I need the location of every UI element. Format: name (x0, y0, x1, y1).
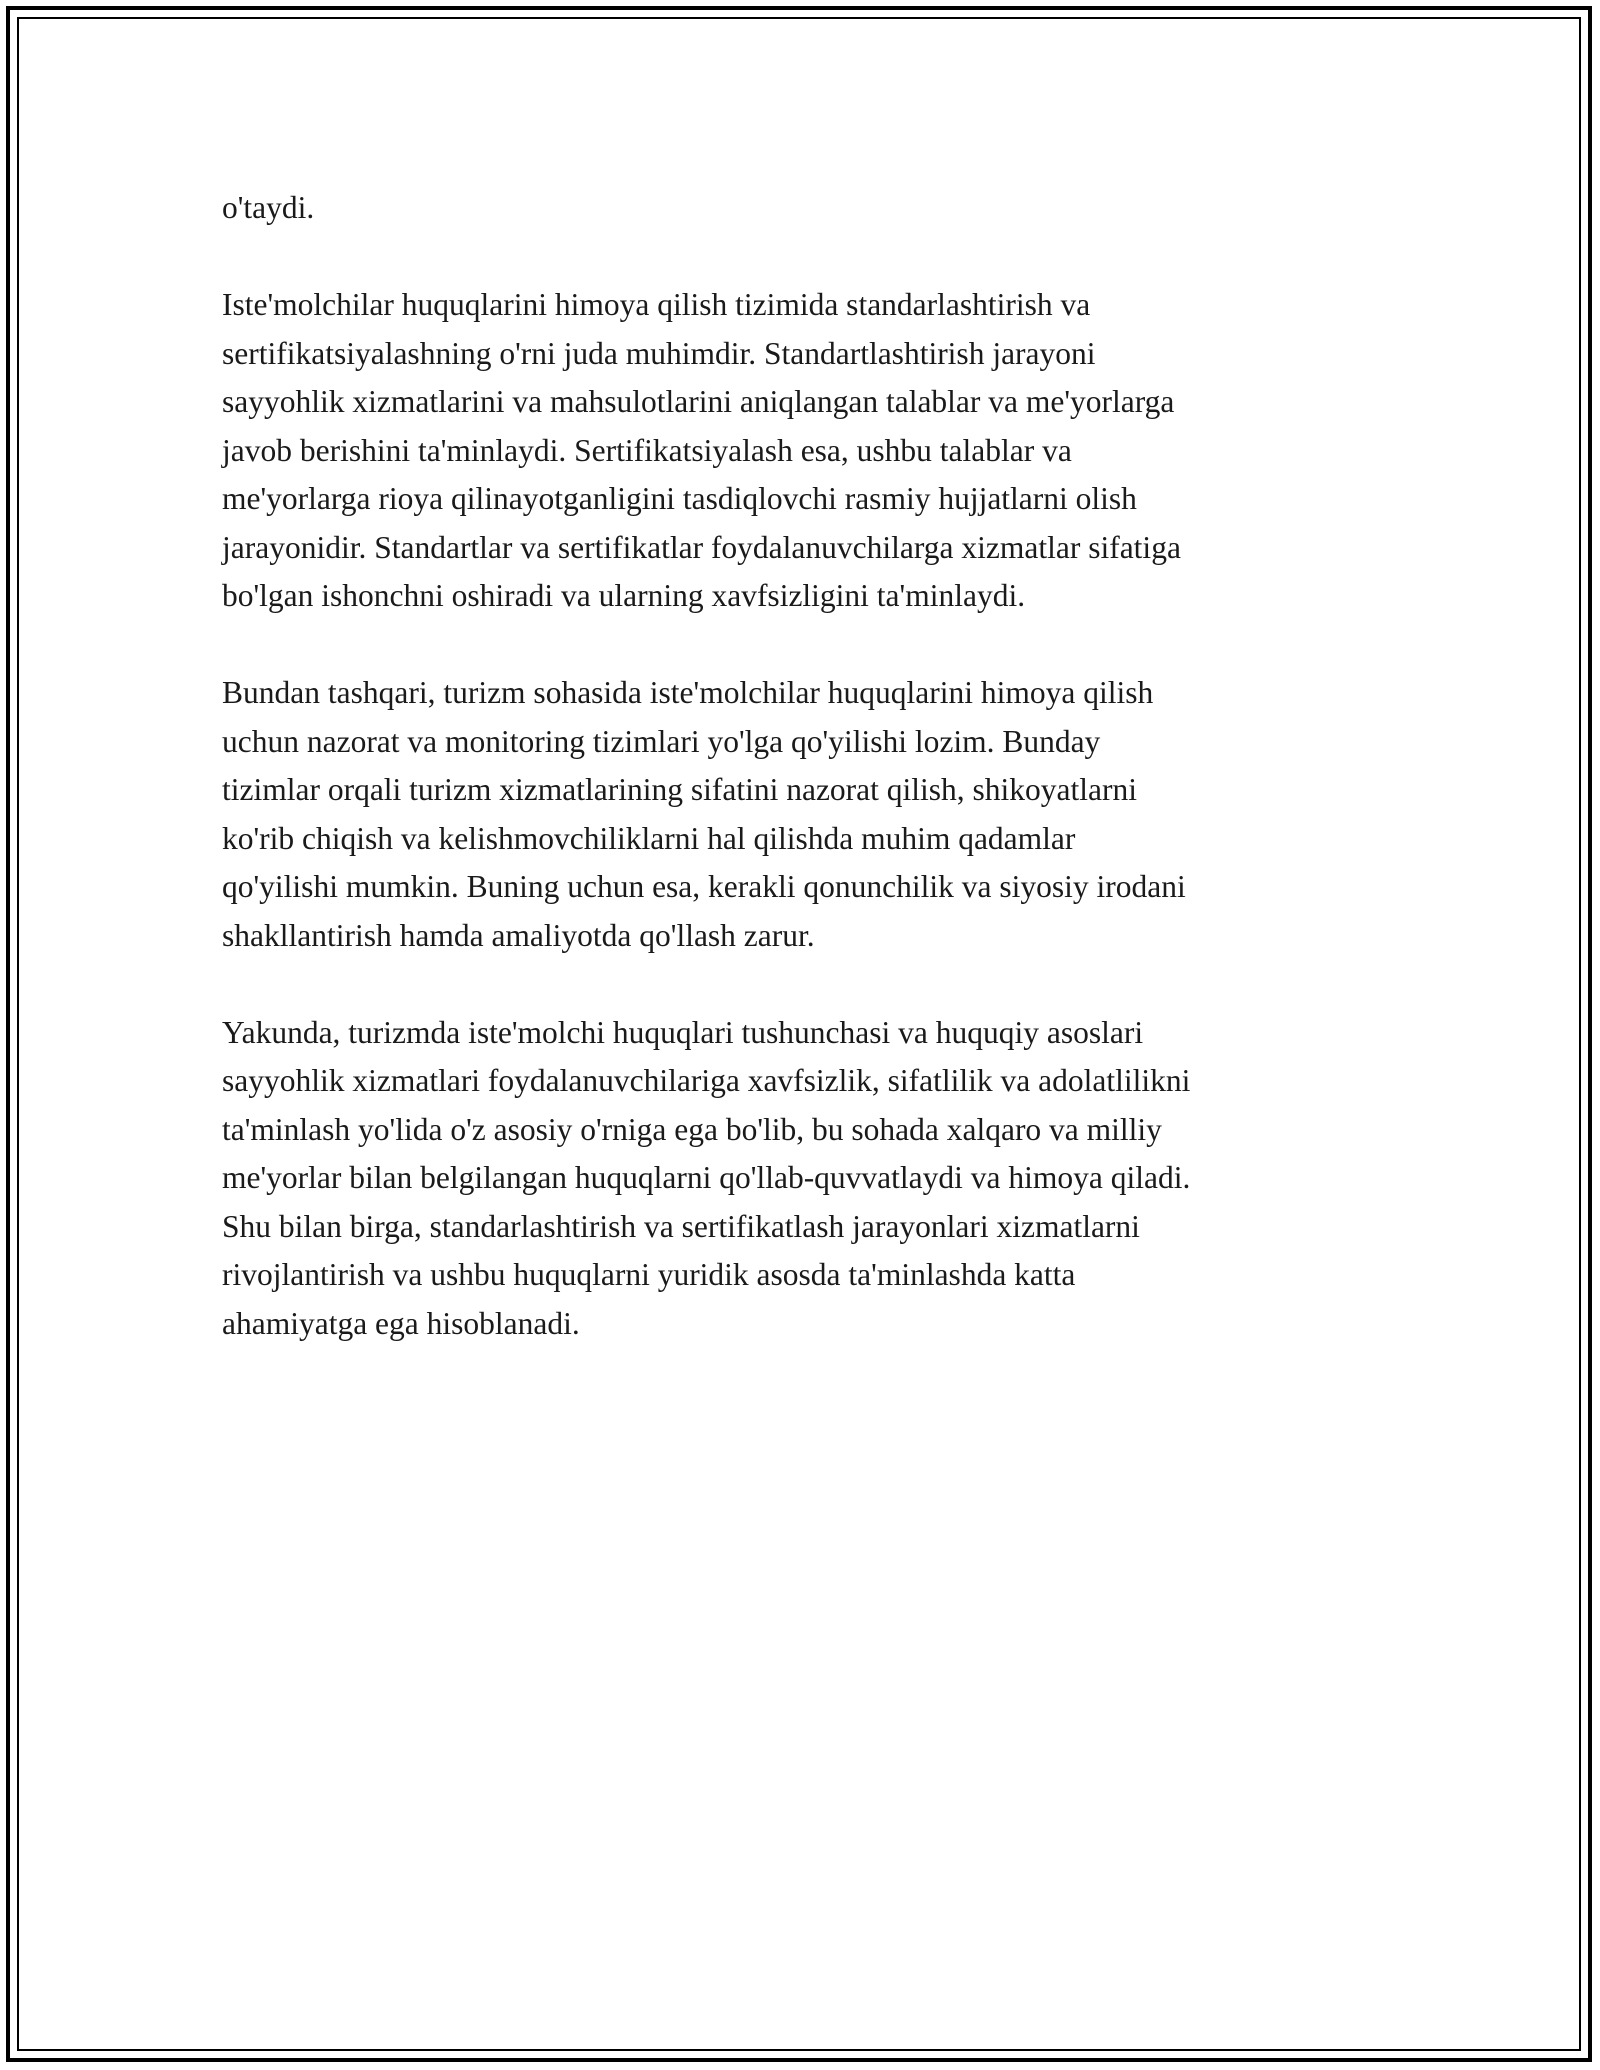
paragraph-standardization (222, 281, 1392, 621)
text-line: sayyohlik xizmatlarini va mahsulotlarini aniqlangan talablar va me'yorlarga (222, 384, 1175, 419)
text-line: me'yorlarga rioya qilinayotganligini tasdiqlovchi rasmiy hujjatlarni olish (222, 481, 1137, 516)
text-line: Iste'molchilar huquqlarini himoya qilish tizimida standarlashtirish va (222, 287, 1091, 322)
text-line: ko'rib chiqish va kelishmovchiliklarni hal qilishda muhim qadamlar (222, 820, 1076, 856)
text-line: bo'lgan ishonchni oshiradi va ularning xavfsizligini ta'minlaydi. (222, 578, 1026, 613)
text-line: qo'yilishi mumkin. Buning uchun esa, kerakli qonunchilik va siyosiy irodani (222, 869, 1186, 904)
paragraph-monitoring (222, 669, 1392, 960)
text-line: Shu bilan birga, standarlashtirish va sertifikatlash jarayonlari xizmatlarni (222, 1208, 1140, 1244)
text-line: sayyohlik xizmatlari foydalanuvchilariga xavfsizlik, sifatlilik va adolatlilikni (222, 1063, 1191, 1098)
text-line: o'taydi. (222, 190, 315, 225)
text-line: ahamiyatga ega hisoblanadi. (222, 1305, 580, 1341)
text-line: Bundan tashqari, turizm sohasida iste'molchilar huquqlarini himoya qilish (222, 675, 1154, 710)
text-line: Yakunda, turizmda iste'molchi huquqlari tushunchasi va huquqiy asoslari (222, 1014, 1144, 1050)
text-line: tizimlar orqali turizm xizmatlarining sifatini nazorat qilish, shikoyatlarni (222, 772, 1138, 807)
paragraph-continuation (222, 184, 1392, 233)
paragraph-conclusion (222, 1009, 1392, 1349)
document-body (222, 184, 1392, 1397)
text-line: sertifikatsiyalashning o'rni juda muhimdir. Standartlashtirish jarayoni (222, 335, 1096, 371)
text-line: me'yorlar bilan belgilangan huquqlarni qo'llab-quvvatlaydi va himoya qiladi. (222, 1160, 1191, 1195)
text-line: javob berishini ta'minlaydi. Sertifikatsiyalash esa, ushbu talablar va (222, 432, 1072, 468)
text-line: ta'minlash yo'lida o'z asosiy o'rniga ega bo'lib, bu sohada xalqaro va milliy (222, 1111, 1162, 1147)
text-line: uchun nazorat va monitoring tizimlari yo'lga qo'yilishi lozim. Bunday (222, 723, 1101, 759)
text-line: shakllantirish hamda amaliyotda qo'llash zarur. (222, 917, 815, 953)
text-line: rivojlantirish va ushbu huquqlarni yuridik asosda ta'minlashda katta (222, 1257, 1076, 1292)
text-line: jarayonidir. Standartlar va sertifikatlar foydalanuvchilarga xizmatlar sifatiga (222, 529, 1181, 565)
